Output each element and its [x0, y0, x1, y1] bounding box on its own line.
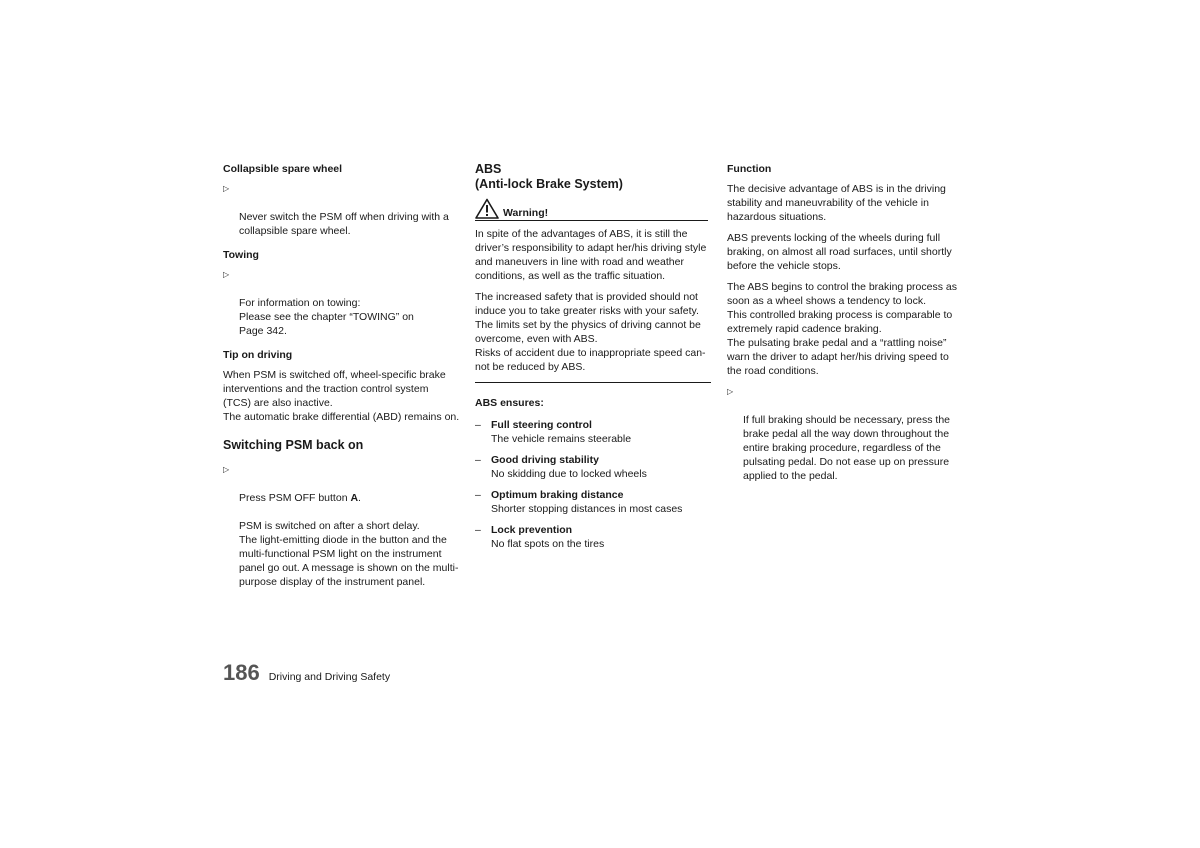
full-braking-bullet [727, 385, 967, 483]
warning-divider [475, 382, 711, 383]
dash-marker: – [475, 419, 481, 431]
list-item-description: The vehicle remains steerable [491, 433, 632, 445]
collapsible-bullet [223, 182, 463, 238]
function-paragraph-1: The decisive advantage of ABS is in the driving stability and maneuvrability of the vehicle in hazardous situations. [727, 183, 946, 223]
list-item [475, 488, 713, 516]
abs-ensures-heading: ABS ensures: [475, 397, 544, 409]
triangle-right-icon: ▷ [223, 184, 230, 193]
switching-psm-bullet-prefix: Press PSM OFF button [239, 492, 351, 504]
psm-off-button-label: A [350, 492, 359, 504]
middle-column [475, 162, 713, 558]
list-item [475, 523, 713, 551]
list-item-title: Lock prevention [491, 524, 573, 536]
abs-title-line-1: ABS [475, 162, 502, 176]
triangle-right-icon: ▷ [727, 387, 734, 396]
tip-on-driving-text: When PSM is switched off, wheel-specific brake interventions and the traction control system (TCS) are also inactive. The automatic brake differential (ABD) remains on. [223, 369, 460, 423]
page-number: 186 [223, 660, 260, 685]
tip-on-driving-heading: Tip on driving [223, 349, 293, 361]
list-item-description: Shorter stopping distances in most cases [491, 503, 683, 515]
list-item-description: No flat spots on the tires [491, 538, 605, 550]
list-item [475, 453, 713, 481]
list-item-title: Optimum braking distance [491, 489, 624, 501]
left-column [223, 162, 463, 596]
collapsible-spare-wheel-heading: Collapsible spare wheel [223, 163, 343, 175]
warning-paragraph-2: The increased safety that is provided should not induce you to take greater risks with your safety. The limits set by the physics of driving cannot be overcome, even with ABS. Risks of accident due to inappropriate speed can- not be reduced by ABS. [475, 291, 706, 373]
abs-title [475, 162, 713, 192]
switching-psm-bullet-text: PSM is switched on after a short delay. The light-emitting diode in the button and the multi-functional PSM light on the instrument panel go out. A message is shown on the multi- purpose display of the instrument panel. [239, 520, 459, 588]
warning-header [475, 198, 708, 221]
warning-label: Warning! [503, 207, 549, 219]
function-paragraph-2: ABS prevents locking of the wheels during full braking, on almost all road surfaces, until shortly before the vehicle stops. [727, 232, 952, 272]
function-paragraph-3: The ABS begins to control the braking process as soon as a wheel shows a tendency to lock. This controlled braking process is comparable to extremely rapid cadence braking. The pulsating brake pedal and a “rattling noise” warn the driver to adapt her/his driving speed to the road conditions. [727, 281, 957, 377]
chapter-name: Driving and Driving Safety [268, 671, 391, 683]
list-item [475, 418, 713, 446]
dash-marker: – [475, 454, 481, 466]
collapsible-bullet-text: Never switch the PSM off when driving with a collapsible spare wheel. [239, 211, 449, 237]
full-braking-bullet-text: If full braking should be necessary, press the brake pedal all the way down throughout the entire braking procedure, regardless of the pulsating pedal. Do not ease up on pressure applied to the pedal. [743, 414, 951, 482]
page-footer [223, 660, 390, 686]
switching-psm-bullet [223, 463, 463, 589]
switching-psm-bullet-suffix: . [358, 492, 361, 504]
right-column [727, 162, 967, 490]
switching-psm-heading: Switching PSM back on [223, 438, 364, 452]
warning-triangle-icon [475, 198, 499, 219]
list-item-title: Full steering control [491, 419, 592, 431]
function-heading: Function [727, 163, 772, 175]
triangle-right-icon: ▷ [223, 465, 230, 474]
towing-bullet [223, 268, 463, 338]
dash-marker: – [475, 489, 481, 501]
warning-paragraph-1: In spite of the advantages of ABS, it is still the driver’s responsibility to adapt her/his driving style and maneuvers in line with road and weather conditions, as well as the traffic situation. [475, 228, 707, 282]
towing-bullet-text: For information on towing: Please see the chapter “TOWING” on Page 342. [239, 297, 414, 337]
dash-marker: – [475, 524, 481, 536]
towing-heading: Towing [223, 249, 259, 261]
list-item-title: Good driving stability [491, 454, 599, 466]
abs-title-line-2: (Anti-lock Brake System) [475, 177, 623, 191]
triangle-right-icon: ▷ [223, 270, 230, 279]
list-item-description: No skidding due to locked wheels [491, 468, 647, 480]
